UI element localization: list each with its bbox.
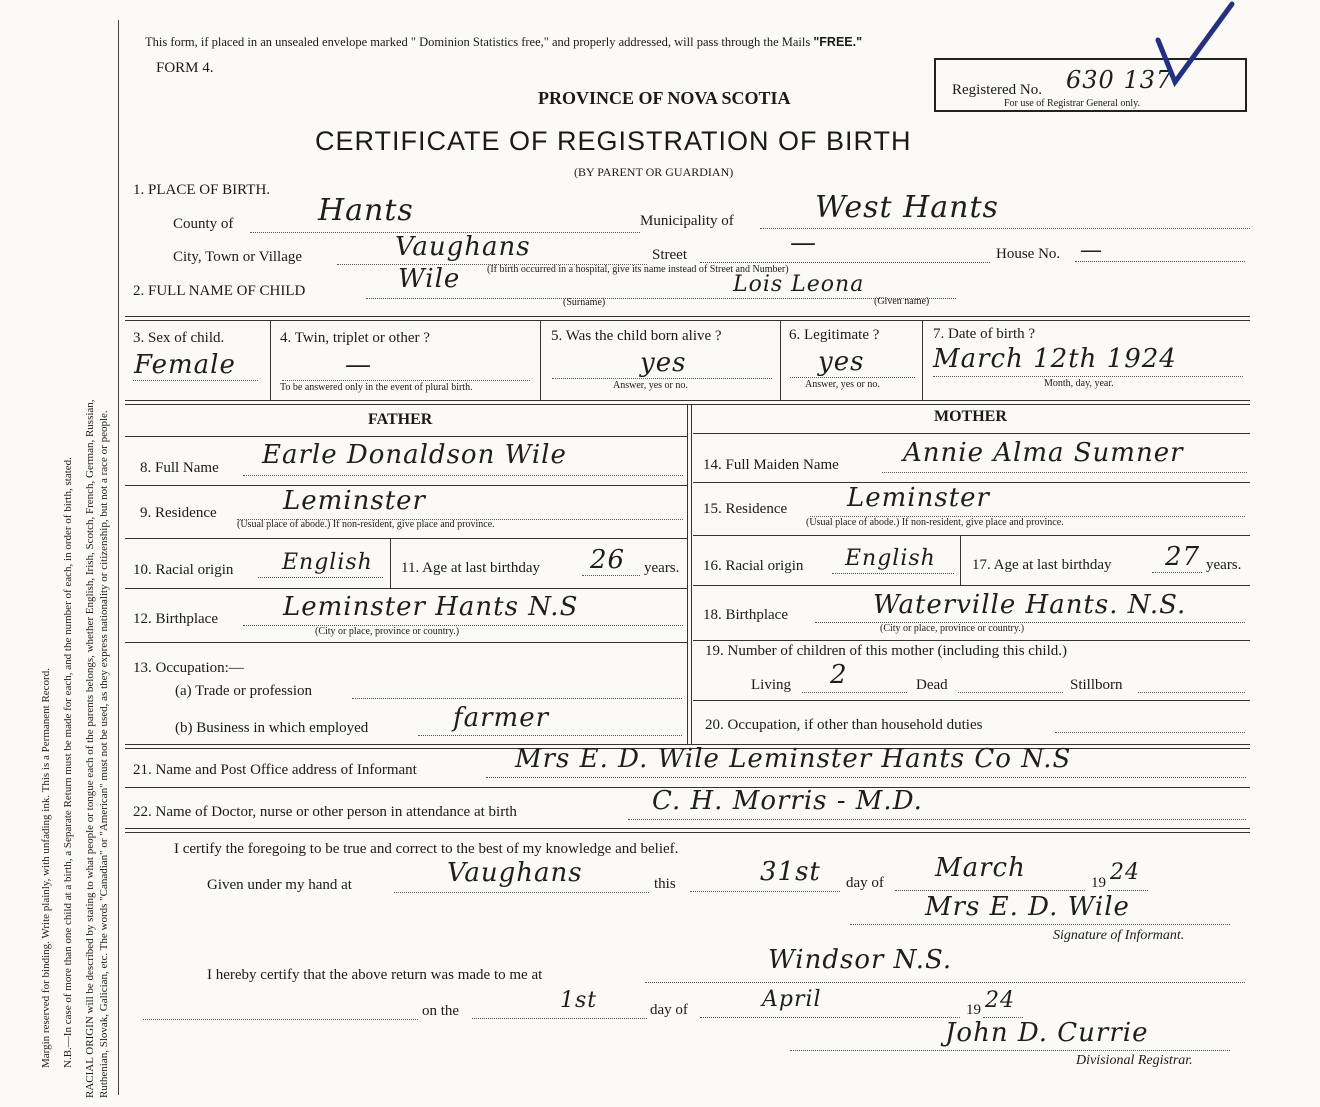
mother-racial-value: English [845,546,936,571]
form-number: FORM 4. [156,60,214,76]
registrar-statement: I hereby certify that the above return was made to me at [207,967,543,983]
city-label: City, Town or Village [173,249,303,265]
certification-day-label: day of [846,875,884,891]
father-residence-value: Leminster [283,486,426,516]
registrar-year-prefix: 19 [966,1002,981,1018]
surname-caption: (Surname) [563,297,606,308]
margin-note-binding: Margin reserved for binding. Write plainly, with unfading ink. This is a Permanent Record. [40,668,52,1068]
mother-age-label: 17. Age at last birthday [972,557,1112,573]
doctor-value: C. H. Morris - M.D. [652,786,923,816]
registered-label: Registered No. [952,82,1042,98]
registrar-day: 1st [560,988,598,1013]
mother-age-unit: years. [1206,557,1242,573]
margin-note-multiple-births: N.B.—In case of more than one child at a birth, a Separate Return must be made for each, and the number of each, in order of birth, stated. [62,457,74,1068]
county-value: Hants [318,193,414,228]
page-subtitle: (BY PARENT OR GUARDIAN) [574,165,734,179]
father-birthplace-value: Leminster Hants N.S [283,592,579,622]
registered-number: 630 137 [1066,66,1173,94]
province-heading: PROVINCE OF NOVA SCOTIA [538,88,791,108]
child-surname: Wile [398,264,461,294]
registrar-note: For use of Registrar General only. [1004,98,1140,109]
informant-value: Mrs E. D. Wile Leminster Hants Co N.S [515,744,1072,774]
certification-year: 24 [1110,860,1140,885]
dob-note: Month, day, year. [1044,378,1114,389]
father-business-value: farmer [453,703,550,733]
margin-note-racial-origin: RACIAL ORIGIN will be described by stating to what people or tongue each of the parents belongs, whether English, Irish, Scotch, French, German, Russian, [84,399,96,1098]
informant-label: 21. Name and Post Office address of Informant [133,762,417,778]
mother-birthplace-label: 18. Birthplace [703,607,788,623]
mother-name-label: 14. Full Maiden Name [703,457,839,473]
born-alive-value: yes [640,348,687,378]
margin-note-racial-origin-2: Ruthenian, Slovak, Galician, etc. The words "Canadian" or "American" must not be used, as they express nationality or citizenship, but not a race or people. [98,410,110,1098]
registrar-caption: Divisional Registrar. [1076,1053,1193,1068]
father-heading: FATHER [368,411,433,428]
doctor-label: 22. Name of Doctor, nurse or other person in attendance at birth [133,804,517,820]
informant-signature: Mrs E. D. Wile [925,892,1130,922]
sex-label: 3. Sex of child. [133,330,225,346]
sex-value: Female [134,350,236,380]
street-value: — [790,228,817,258]
mother-residence-note: (Usual place of abode.) If non-resident, give place and province. [806,517,1064,528]
mother-heading: MOTHER [934,408,1007,425]
mother-name-value: Annie Alma Sumner [903,438,1184,468]
father-birthplace-label: 12. Birthplace [133,611,218,627]
father-residence-label: 9. Residence [140,505,217,521]
given-place-value: Vaughans [447,858,583,888]
father-name-value: Earle Donaldson Wile [262,440,567,470]
place-of-birth-label: 1. PLACE OF BIRTH. [133,182,271,198]
dob-label: 7. Date of birth ? [933,326,1036,342]
registrar-day-label: day of [650,1002,688,1018]
twin-label: 4. Twin, triplet or other ? [280,330,430,346]
legitimate-value: yes [818,347,865,377]
hospital-note: (If birth occurred in a hospital, give its name instead of Street and Number) [487,264,789,275]
mother-occupation-label: 20. Occupation, if other than household duties [705,717,983,733]
house-value: — [1080,238,1103,263]
this-label: this [654,876,676,892]
legitimate-note: Answer, yes or no. [805,379,880,390]
certification-day: 31st [760,857,821,887]
father-residence-note: (Usual place of abode.) If non-resident, give place and province. [237,519,495,530]
father-racial-value: English [282,550,373,575]
father-age-label: 11. Age at last birthday [401,560,540,576]
city-value: Vaughans [395,232,531,262]
dead-label: Dead [916,677,948,693]
registrar-month: April [762,987,822,1012]
informant-signature-caption: Signature of Informant. [1053,928,1185,943]
checkmark-icon [1150,0,1240,95]
mother-children-label: 19. Number of children of this mother (including this child.) [705,643,1068,659]
postal-note: This form, if placed in an unsealed envelope marked " Dominion Statistics free," and properly addressed, will pass through the Mails "FREE." [145,35,863,49]
mother-residence-value: Leminster [847,483,990,513]
father-trade-label: (a) Trade or profession [175,683,313,699]
certification-year-prefix: 19 [1091,875,1106,891]
legitimate-label: 6. Legitimate ? [789,327,880,343]
child-given-name: Lois Leona [733,272,865,297]
living-label: Living [751,677,791,693]
margin-rule [118,20,119,1095]
child-name-label: 2. FULL NAME OF CHILD [133,283,306,299]
binding-margin [0,0,125,1107]
father-birthplace-note: (City or place, province or country.) [315,626,460,637]
municipality-label: Municipality of [640,213,734,229]
certification-statement: I certify the foregoing to be true and correct to the best of my knowledge and belief. [174,841,679,857]
mother-birthplace-note: (City or place, province or country.) [880,623,1025,634]
municipality-value: West Hants [815,190,999,225]
registrar-place: Windsor N.S. [768,945,953,975]
certification-month: March [935,853,1026,883]
father-age-unit: years. [644,560,680,576]
father-racial-label: 10. Racial origin [133,562,234,578]
twin-value: — [345,350,372,380]
registrar-on-label: on the [422,1003,460,1019]
mother-age-value: 27 [1165,542,1201,572]
given-name-caption: (Given name) [874,296,930,307]
mother-birthplace-value: Waterville Hants. N.S. [873,590,1187,620]
page-title: CERTIFICATE OF REGISTRATION OF BIRTH [315,126,912,156]
house-label: House No. [996,246,1061,262]
father-name-label: 8. Full Name [140,460,219,476]
registrar-signature: John D. Currie [945,1018,1149,1048]
father-business-label: (b) Business in which employed [175,720,369,736]
dob-value: March 12th 1924 [933,344,1177,374]
county-label: County of [173,216,234,232]
mother-residence-label: 15. Residence [703,501,788,517]
born-alive-note: Answer, yes or no. [613,380,688,391]
stillborn-label: Stillborn [1070,677,1123,693]
mother-racial-label: 16. Racial origin [703,558,804,574]
registrar-year: 24 [985,988,1015,1013]
street-label: Street [652,247,687,263]
born-alive-label: 5. Was the child born alive ? [551,328,722,344]
father-occupation-label: 13. Occupation:— [133,660,244,676]
given-under-label: Given under my hand at [207,877,352,893]
twin-note: To be answered only in the event of plural birth. [280,382,473,393]
living-value: 2 [830,660,848,690]
father-age-value: 26 [590,545,626,575]
